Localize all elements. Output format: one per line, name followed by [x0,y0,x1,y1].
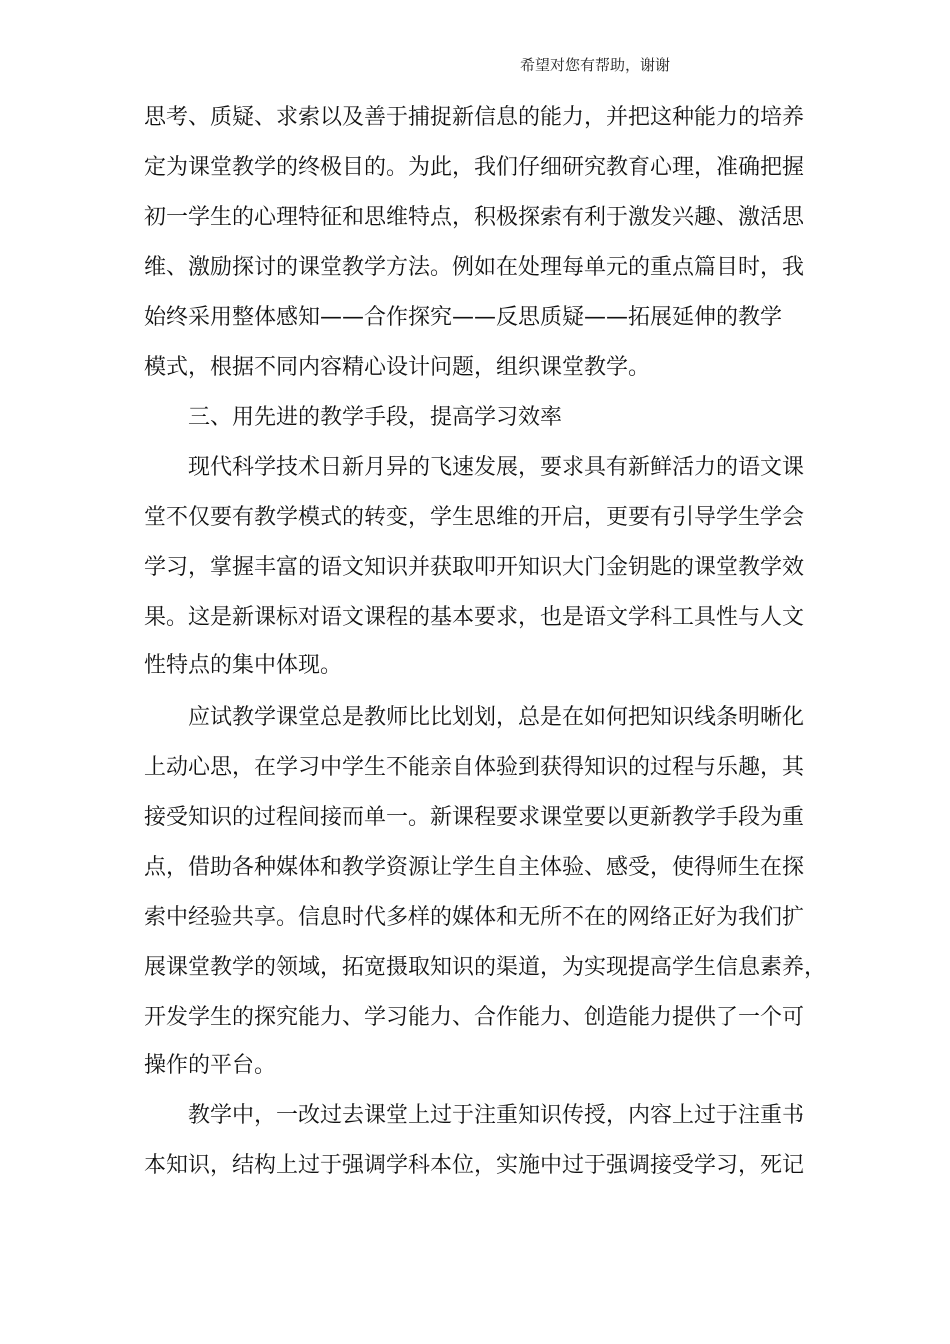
body-line: 开发学生的探究能力、学习能力、合作能力、创造能力提供了一个可 [144,1005,805,1030]
body-line: 展课堂教学的领域，拓宽摄取知识的渠道，为实现提高学生信息素养， [144,955,827,980]
body-line: 索中经验共享。信息时代多样的媒体和无所不在的网络正好为我们扩 [144,905,805,930]
body-line: 本知识，结构上过于强调学科本位，实施中过于强调接受学习，死记 [144,1153,805,1178]
body-line: 上动心思，在学习中学生不能亲自体验到获得知识的过程与乐趣，其 [144,755,805,780]
body-line: 点，借助各种媒体和教学资源让学生自主体验、感受，使得师生在探 [144,855,805,880]
body-line: 维、激励探讨的课堂教学方法。例如在处理每单元的重点篇目时，我 [144,255,805,280]
body-line: 堂不仅要有教学模式的转变，学生思维的开启，更要有引导学生学会 [144,505,805,530]
body-line: 模式，根据不同内容精心设计问题，组织课堂教学。 [144,355,651,380]
body-line: 教学中，一改过去课堂上过于注重知识传授，内容上过于注重书 [188,1103,805,1128]
body-line: 定为课堂教学的终极目的。为此，我们仔细研究教育心理，准确把握 [144,155,805,180]
body-line: 操作的平台。 [144,1053,277,1078]
body-line: 思考、质疑、求索以及善于捕捉新信息的能力，并把这种能力的培养 [144,105,805,130]
section-heading: 三、用先进的教学手段，提高学习效率 [188,405,563,430]
page-header: 希望对您有帮助，谢谢 [520,56,671,74]
body-line: 接受知识的过程间接而单一。新课程要求课堂要以更新教学手段为重 [144,805,805,830]
body-line: 初一学生的心理特征和思维特点，积极探索有利于激发兴趣、激活思 [144,205,805,230]
body-line: 应试教学课堂总是教师比比划划，总是在如何把知识线条明晰化 [188,705,805,730]
body-line: 学习，掌握丰富的语文知识并获取叩开知识大门金钥匙的课堂教学效 [144,555,805,580]
body-line: 现代科学技术日新月异的飞速发展，要求具有新鲜活力的语文课 [188,455,805,480]
body-line: 始终采用整体感知——合作探究——反思质疑——拓展延伸的教学 [144,305,783,330]
body-line: 性特点的集中体现。 [144,653,343,678]
body-line: 果。这是新课标对语文课程的基本要求，也是语文学科工具性与人文 [144,605,805,630]
